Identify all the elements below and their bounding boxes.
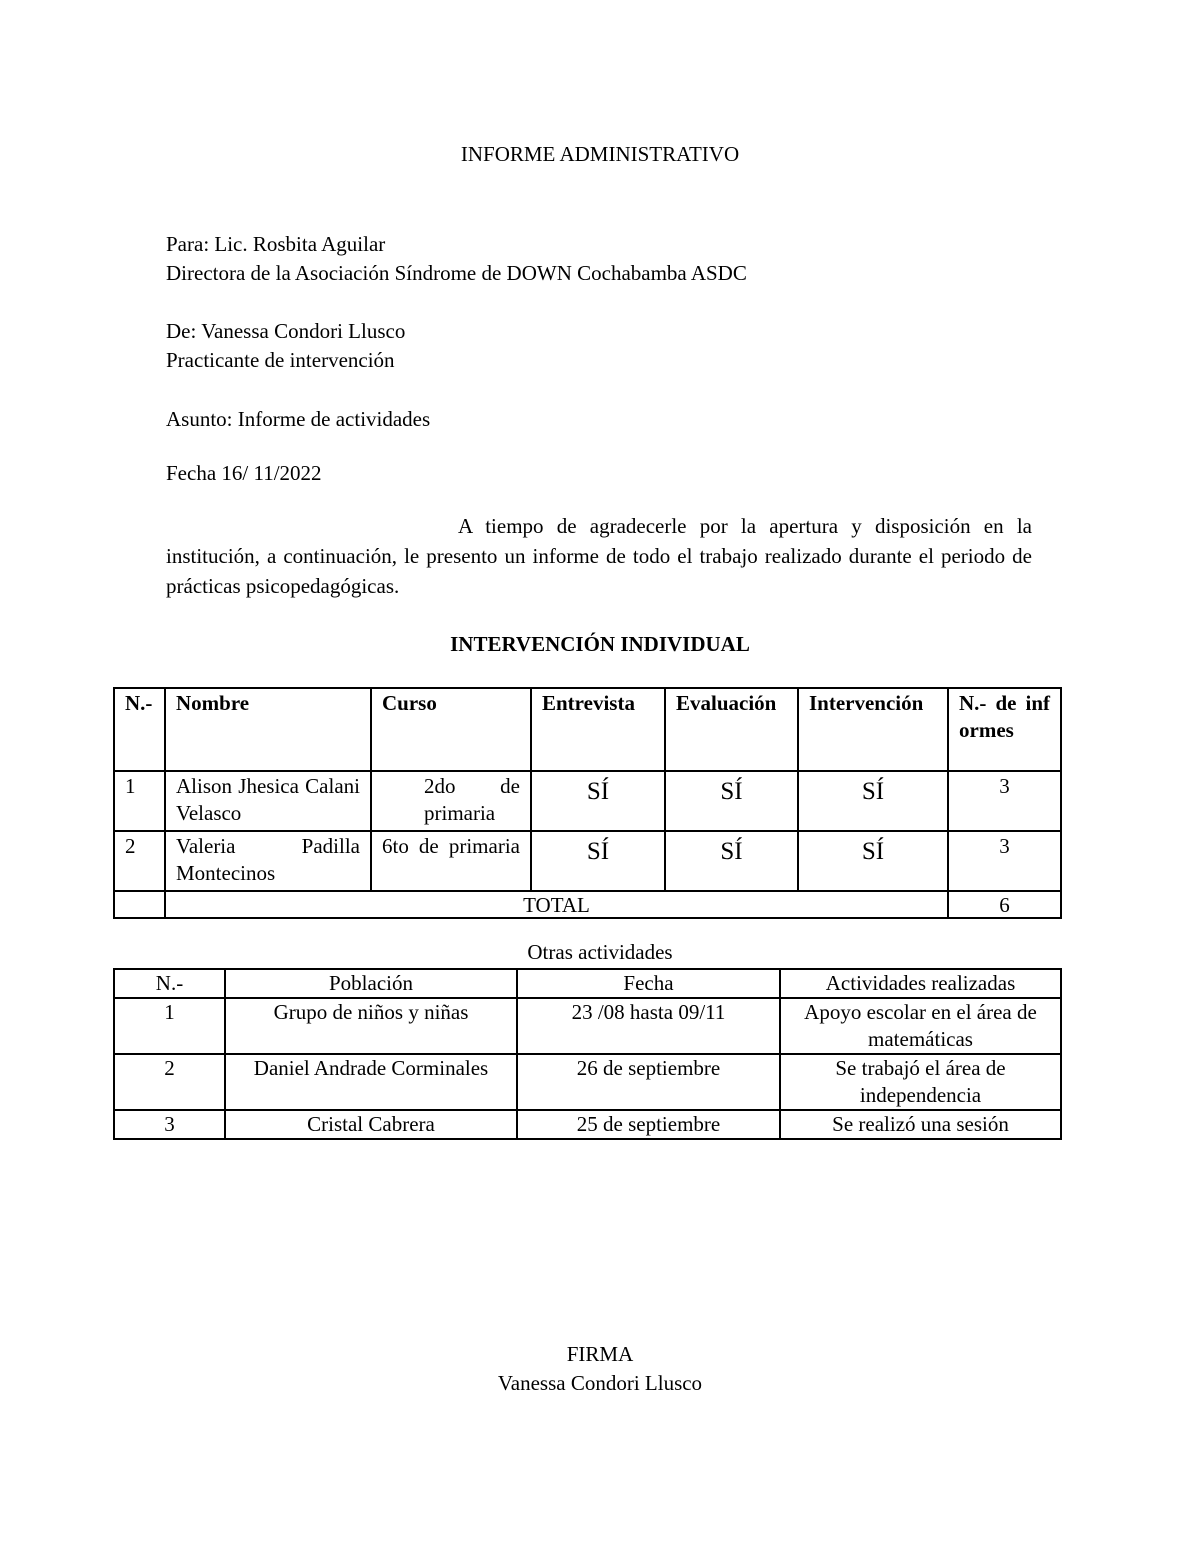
header-cell-entrevista: Entrevista	[531, 688, 665, 771]
table-row	[114, 998, 1061, 1054]
sender-role: Practicante de intervención	[166, 348, 395, 372]
cell-evaluacion: SÍ	[665, 831, 798, 891]
cell-poblacion: Daniel Andrade Corminales	[225, 1054, 517, 1110]
total-value: 6	[948, 891, 1061, 918]
cell-curso: 6to de primaria	[371, 831, 531, 891]
other-activities-table	[113, 968, 1062, 1140]
cell-informes: 3	[948, 771, 1061, 831]
header-cell-intervencion: Intervención	[798, 688, 948, 771]
cell-nombre: Alison Jhesica Calani Velasco	[165, 771, 371, 831]
cell-n: 2	[114, 1054, 225, 1110]
table-header-row	[114, 969, 1061, 998]
header-cell-actividades: Actividades realizadas	[780, 969, 1061, 998]
intro-paragraph: A tiempo de agradecerle por la apertura y disposición en la institución, a continuación, le presento un informe de todo el trabajo realizado durante el periodo de prácticas psicopedagógicas.	[166, 514, 1032, 598]
table-row	[114, 771, 1061, 831]
table-header-row	[114, 688, 1061, 771]
cell-actividad: Se realizó una sesión	[780, 1110, 1061, 1139]
cell-entrevista: SÍ	[531, 771, 665, 831]
individual-intervention-table	[113, 687, 1062, 919]
cell-poblacion: Grupo de niños y niñas	[225, 998, 517, 1054]
date-line: Fecha 16/ 11/2022	[166, 461, 322, 485]
header-cell-poblacion: Población	[225, 969, 517, 998]
header-cell-evaluacion: Evaluación	[665, 688, 798, 771]
cell-poblacion: Cristal Cabrera	[225, 1110, 517, 1139]
cell-fecha: 26 de septiembre	[517, 1054, 780, 1110]
table-row	[114, 1054, 1061, 1110]
cell-intervencion: SÍ	[798, 831, 948, 891]
cell-curso: 2do de primaria	[371, 771, 531, 831]
document-title: INFORME ADMINISTRATIVO	[460, 142, 740, 166]
header-cell-informes: N.- de informes	[948, 688, 1061, 771]
cell-n: 1	[114, 771, 165, 831]
cell-fecha: 23 /08 hasta 09/11	[517, 998, 780, 1054]
signature-label: FIRMA	[566, 1342, 634, 1366]
recipient-role: Directora de la Asociación Síndrome de DOWN Cochabamba ASDC	[166, 261, 747, 285]
cell-informes: 3	[948, 831, 1061, 891]
section-title-other: Otras actividades	[527, 940, 673, 964]
cell-actividad: Se trabajó el área de independencia	[780, 1054, 1061, 1110]
cell-nombre: Valeria Padilla Montecinos	[165, 831, 371, 891]
sender-name: De: Vanessa Condori Llusco	[166, 319, 406, 343]
total-empty-cell	[114, 891, 165, 918]
header-cell-n: N.-	[114, 969, 225, 998]
recipient-name: Para: Lic. Rosbita Aguilar	[166, 232, 386, 256]
table-row	[114, 831, 1061, 891]
section-title-individual: INTERVENCIÓN INDIVIDUAL	[450, 632, 750, 656]
header-cell-n: N.-	[114, 688, 165, 771]
header-cell-curso: Curso	[371, 688, 531, 771]
total-row	[114, 891, 1061, 918]
cell-n: 3	[114, 1110, 225, 1139]
cell-entrevista: SÍ	[531, 831, 665, 891]
header-cell-nombre: Nombre	[165, 688, 371, 771]
subject-line: Asunto: Informe de actividades	[166, 407, 431, 431]
signature-name: Vanessa Condori Llusco	[497, 1371, 703, 1395]
cell-evaluacion: SÍ	[665, 771, 798, 831]
header-cell-fecha: Fecha	[517, 969, 780, 998]
cell-intervencion: SÍ	[798, 771, 948, 831]
cell-n: 2	[114, 831, 165, 891]
total-label: TOTAL	[165, 891, 948, 918]
cell-n: 1	[114, 998, 225, 1054]
cell-fecha: 25 de septiembre	[517, 1110, 780, 1139]
table-row	[114, 1110, 1061, 1139]
cell-actividad: Apoyo escolar en el área de matemáticas	[780, 998, 1061, 1054]
